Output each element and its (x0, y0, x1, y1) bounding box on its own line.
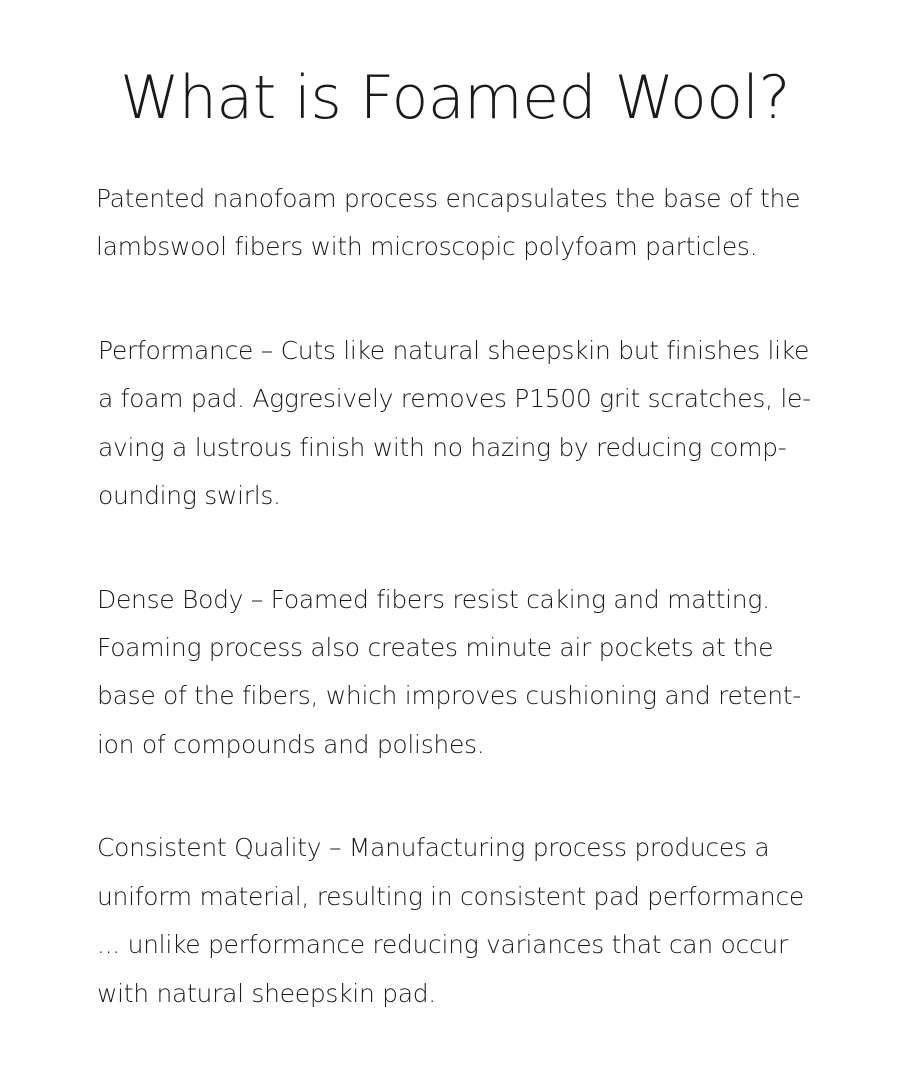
page-title: What is Foamed Wool? (120, 63, 790, 133)
text-line: Foaming process also creates minute air pockets at the (97, 633, 774, 662)
text-line: Dense Body – Foamed fibers resist caking and matting. (97, 585, 770, 614)
text-line: Consistent Quality – Manufacturing process produces a (97, 833, 770, 862)
text-line: base of the fibers, which improves cushioning and retent- (97, 681, 801, 710)
text-line: lambswool fibers with microscopic polyfoam particles. (96, 232, 758, 261)
text-line: Performance – Cuts like natural sheepskin but finishes like (98, 336, 810, 365)
text-line: ion of compounds and polishes. (97, 730, 485, 759)
text-line: with natural sheepskin pad. (97, 979, 436, 1008)
text-line: aving a lustrous finish with no hazing by reducing comp- (98, 433, 787, 462)
text-line: a foam pad. Aggresively removes P1500 grit scratches, le- (98, 384, 811, 413)
text-line: Patented nanofoam process encapsulates the base of the (96, 184, 801, 213)
text-line: ... unlike performance reducing variances that can occur (97, 930, 788, 959)
text-line: uniform material, resulting in consistent pad performance (97, 882, 804, 911)
text-line: ounding swirls. (98, 481, 281, 510)
